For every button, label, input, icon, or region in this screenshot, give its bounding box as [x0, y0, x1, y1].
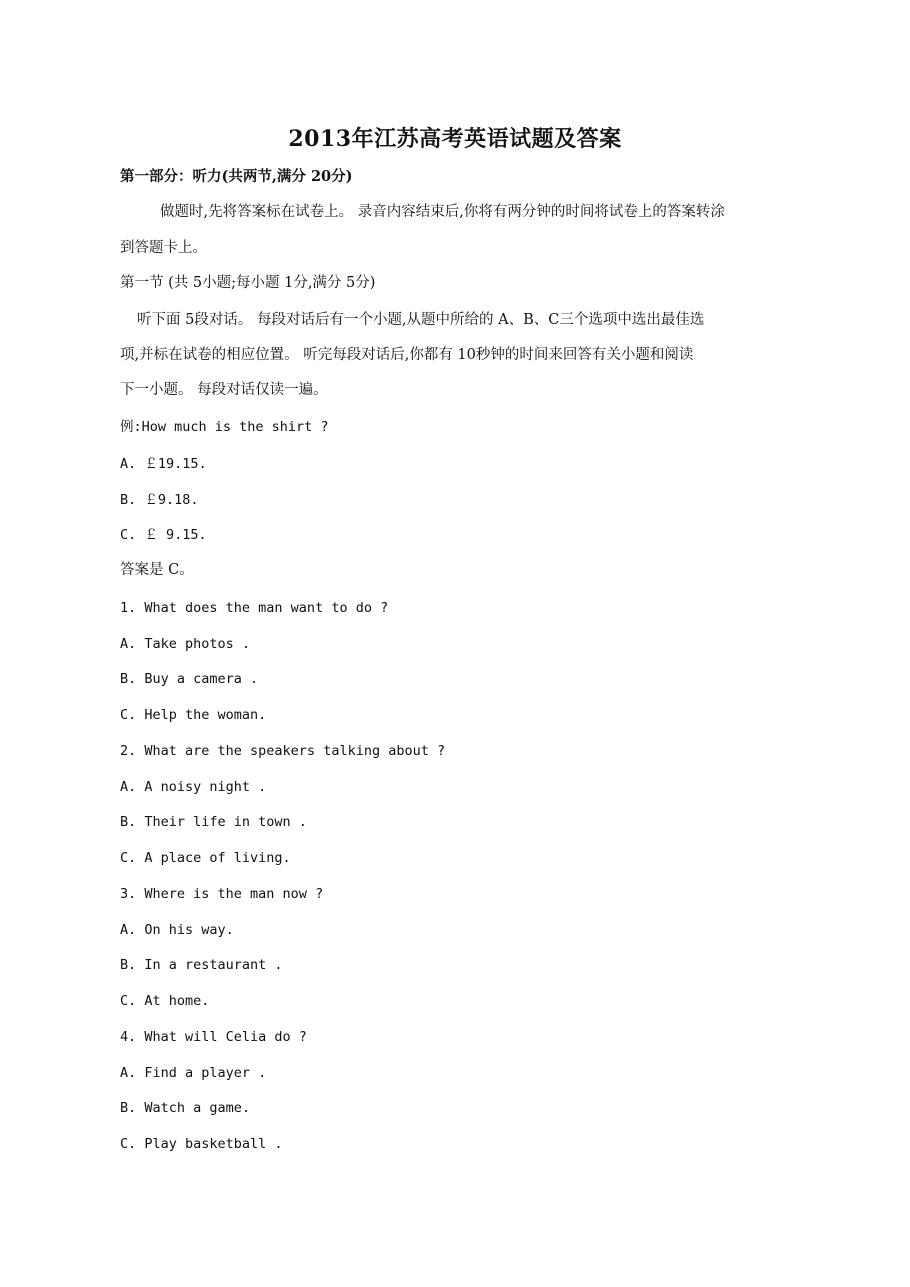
part-heading: 第一部分：听力(共两节,满分 20分)	[120, 168, 353, 185]
question-option: A. A noisy night .	[120, 779, 267, 795]
question-option: A. Find a player .	[120, 1065, 267, 1081]
question-text: 1. What does the man want to do ?	[120, 600, 389, 616]
instruction-line: 做题时,先将答案标在试卷上。 录音内容结束后,你将有两分钟的时间将试卷上的答案转涂	[160, 204, 725, 220]
section-heading: 第一节 (共 5小题;每小题 1分,满分 5分)	[120, 275, 376, 291]
question-option: C. Play basketball .	[120, 1136, 283, 1152]
example-option: B. ￡9.18.	[120, 492, 199, 508]
question-option: C. Help the woman.	[120, 707, 267, 723]
question-text: 2. What are the speakers talking about ?	[120, 743, 446, 759]
question-option: B. Their life in town .	[120, 814, 307, 830]
question-text: 4. What will Celia do ?	[120, 1029, 307, 1045]
question-option: B. In a restaurant .	[120, 957, 283, 973]
document-title: 2013年江苏高考英语试题及答案	[288, 126, 622, 152]
question-option: C. At home.	[120, 993, 210, 1009]
question-text: 3. Where is the man now ?	[120, 886, 324, 902]
section-instruction-line: 下一小题。 每段对话仅读一遍。	[120, 382, 328, 398]
question-option: B. Watch a game.	[120, 1100, 251, 1116]
question-option: A. On his way.	[120, 922, 234, 938]
section-instruction-line: 听下面 5段对话。 每段对话后有一个小题,从题中所给的 A、B、C三个选项中选出最佳选	[137, 312, 705, 328]
question-option: B. Buy a camera .	[120, 671, 259, 687]
example-option: C. ￡ 9.15.	[120, 527, 207, 543]
example-answer: 答案是 C。	[120, 562, 194, 578]
example-option: A. ￡19.15.	[120, 456, 207, 472]
instruction-line: 到答题卡上。	[120, 240, 207, 256]
section-instruction-line: 项,并标在试卷的相应位置。 听完每段对话后,你都有 10秒钟的时间来回答有关小题和阅读	[120, 347, 694, 363]
question-option: C. A place of living.	[120, 850, 291, 866]
example-question: 例:How much is the shirt ?	[120, 419, 329, 435]
question-option: A. Take photos .	[120, 636, 251, 652]
